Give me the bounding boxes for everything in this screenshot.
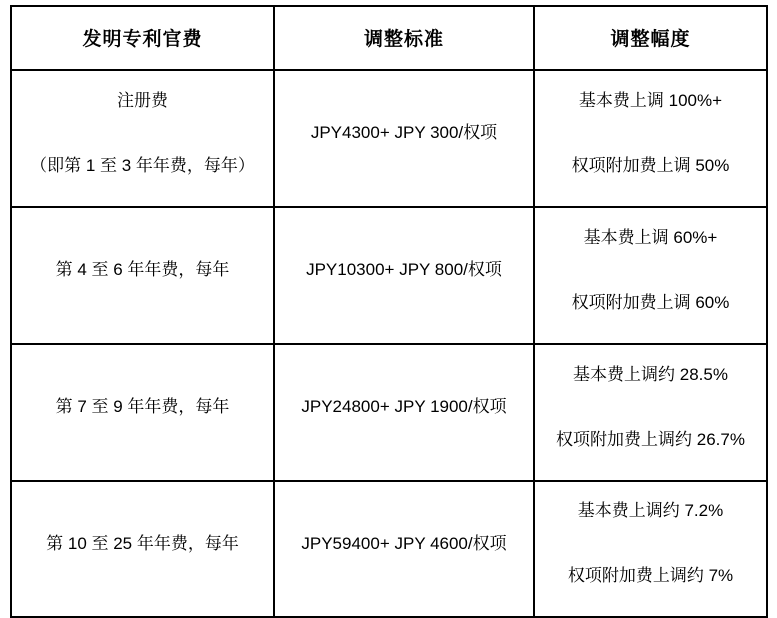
table-row xyxy=(11,344,767,481)
adjustment-base: 基本费上调约 28.5% xyxy=(573,364,728,384)
fee-cell xyxy=(11,207,274,344)
standard-cell xyxy=(274,207,534,344)
adjustment-claim: 权项附加费上调约 26.7% xyxy=(556,429,745,449)
standard-value: JPY10300+ JPY 800/权项 xyxy=(306,260,502,279)
standard-cell xyxy=(274,344,534,481)
table-row xyxy=(11,481,767,617)
table-row xyxy=(11,207,767,344)
standard-value: JPY24800+ JPY 1900/权项 xyxy=(301,397,507,416)
column-header-standard: 调整标准 xyxy=(274,6,534,70)
table-row xyxy=(11,70,767,207)
adjustment-claim: 权项附加费上调约 7% xyxy=(567,566,734,585)
standard-cell xyxy=(274,70,534,207)
fee-name: 第 7 至 9 年年费，每年 xyxy=(55,397,230,416)
patent-fee-table xyxy=(10,5,768,618)
standard-value: JPY59400+ JPY 4600/权项 xyxy=(301,533,507,553)
header-row xyxy=(11,6,767,70)
adjustment-base: 基本费上调 100%+ xyxy=(578,90,723,110)
adjustment-claim: 权项附加费上调 50% xyxy=(571,155,730,175)
fee-note: （即第 1 至 3 年年费，每年） xyxy=(30,155,255,175)
fee-cell xyxy=(11,70,274,207)
standard-cell xyxy=(274,481,534,617)
fee-cell xyxy=(11,344,274,481)
column-header-adjustment: 调整幅度 xyxy=(534,6,767,70)
column-header-fee: 发明专利官费 xyxy=(11,6,274,70)
adjustment-cell xyxy=(534,344,767,481)
adjustment-claim: 权项附加费上调 60% xyxy=(571,292,730,312)
fee-name: 第 4 至 6 年年费，每年 xyxy=(55,260,230,279)
fee-name: 注册费 xyxy=(117,90,168,110)
adjustment-cell xyxy=(534,481,767,617)
adjustment-cell xyxy=(534,207,767,344)
adjustment-base: 基本费上调约 7.2% xyxy=(577,501,724,520)
standard-value: JPY4300+ JPY 300/权项 xyxy=(310,123,498,142)
fee-name: 第 10 至 25 年年费，每年 xyxy=(46,533,239,553)
fee-cell xyxy=(11,481,274,617)
adjustment-cell xyxy=(534,70,767,207)
adjustment-base: 基本费上调 60%+ xyxy=(583,227,718,247)
